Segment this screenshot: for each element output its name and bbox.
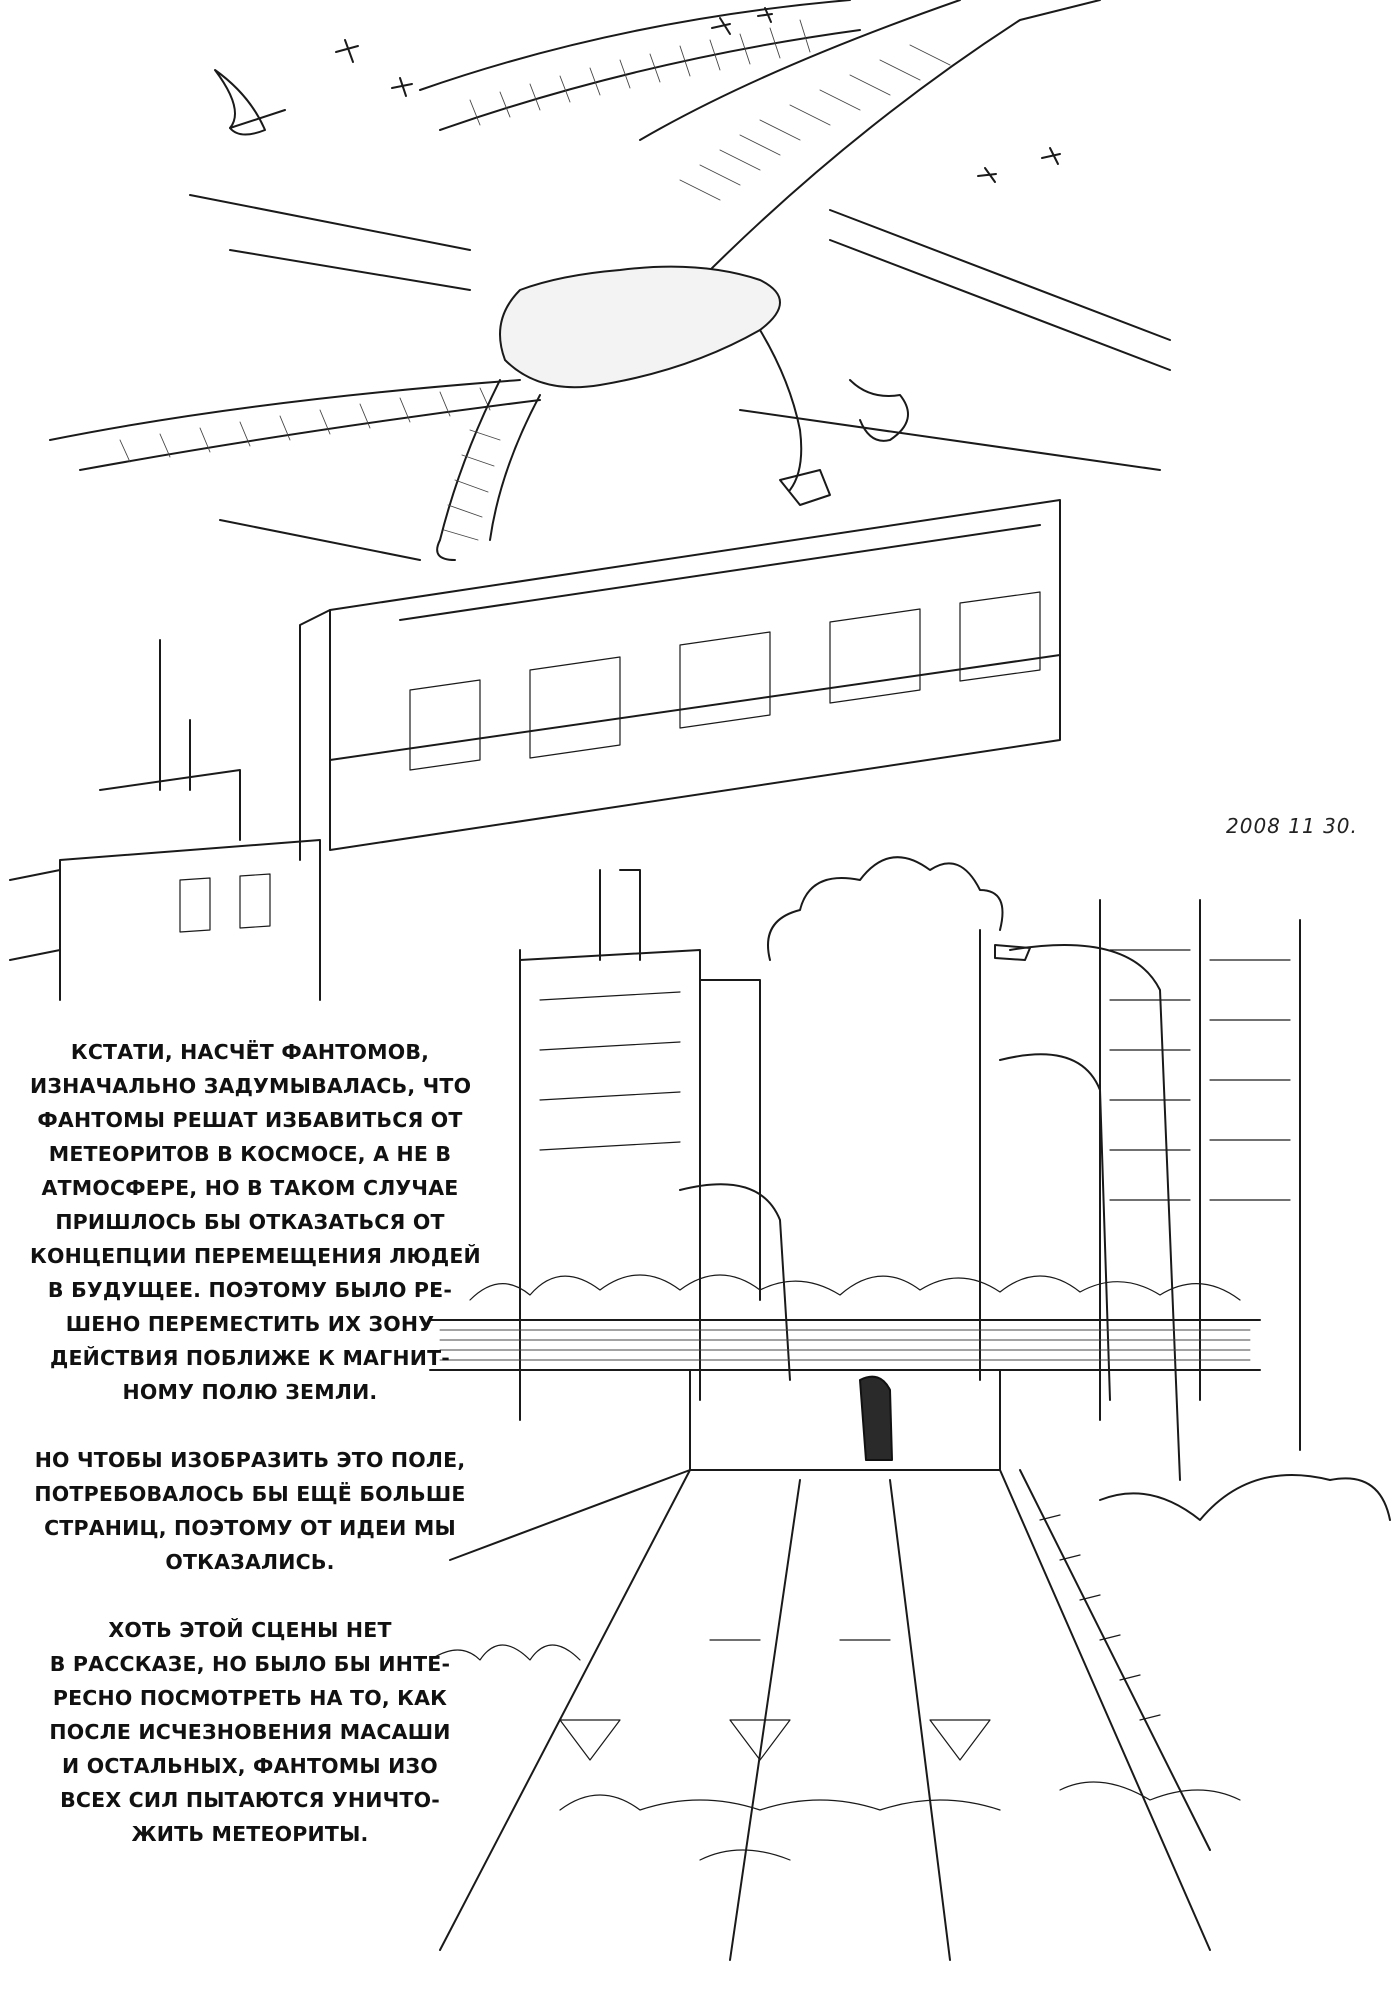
commentary-paragraph-1 (30, 1035, 481, 1409)
commentary-line: ХОТЬ ЭТОЙ СЦЕНЫ НЕТ (108, 1618, 392, 1642)
phantom-creature-sketch (50, 0, 1170, 560)
commentary-line: НО ЧТОБЫ ИЗОБРАЗИТЬ ЭТО ПОЛЕ, (34, 1448, 466, 1472)
author-commentary (30, 1035, 481, 1885)
building-sketch-top (10, 500, 1060, 1000)
commentary-line: ШЕНО ПЕРЕМЕСТИТЬ ИХ ЗОНУ (65, 1312, 435, 1336)
commentary-paragraph-3 (30, 1613, 470, 1851)
commentary-line: РЕСНО ПОСМОТРЕТЬ НА ТО, КАК (52, 1686, 448, 1710)
commentary-line: ИЗНАЧАЛЬНО ЗАДУМЫВАЛАСЬ, ЧТО (30, 1074, 472, 1098)
commentary-line: КСТАТИ, НАСЧЁТ ФАНТОМОВ, (70, 1040, 430, 1064)
commentary-line: НОМУ ПОЛЮ ЗЕМЛИ. (122, 1380, 378, 1404)
commentary-line: В БУДУЩЕЕ. ПОЭТОМУ БЫЛО РЕ- (47, 1278, 453, 1302)
commentary-line: АТМОСФЕРЕ, НО В ТАКОМ СЛУЧАЕ (41, 1176, 459, 1200)
commentary-paragraph-2 (30, 1443, 470, 1579)
commentary-line: МЕТЕОРИТОВ В КОСМОСЕ, А НЕ В (48, 1142, 452, 1166)
sketch-date: 2008 11 30. (1226, 814, 1358, 838)
commentary-line: ВСЕХ СИЛ ПЫТАЮТСЯ УНИЧТО- (60, 1788, 440, 1812)
city-street-sketch (430, 857, 1390, 1960)
commentary-line: ФАНТОМЫ РЕШАТ ИЗБАВИТЬСЯ ОТ (37, 1108, 463, 1132)
commentary-line: И ОСТАЛЬНЫХ, ФАНТОМЫ ИЗО (62, 1754, 438, 1778)
commentary-line: СТРАНИЦ, ПОЭТОМУ ОТ ИДЕИ МЫ (44, 1516, 456, 1540)
commentary-line: ЖИТЬ МЕТЕОРИТЫ. (131, 1822, 369, 1846)
commentary-line: ПОТРЕБОВАЛОСЬ БЫ ЕЩЁ БОЛЬШЕ (34, 1482, 466, 1506)
commentary-line: ПОСЛЕ ИСЧЕЗНОВЕНИЯ МАСАШИ (49, 1720, 451, 1744)
commentary-line: В РАССКАЗЕ, НО БЫЛО БЫ ИНТЕ- (49, 1652, 451, 1676)
commentary-line: ОТКАЗАЛИСЬ. (165, 1550, 335, 1574)
commentary-line: ПРИШЛОСЬ БЫ ОТКАЗАТЬСЯ ОТ (55, 1210, 445, 1234)
commentary-line: КОНЦЕПЦИИ ПЕРЕМЕЩЕНИЯ ЛЮДЕЙ (30, 1244, 481, 1268)
commentary-line: ДЕЙСТВИЯ ПОБЛИЖЕ К МАГНИТ- (49, 1346, 450, 1370)
